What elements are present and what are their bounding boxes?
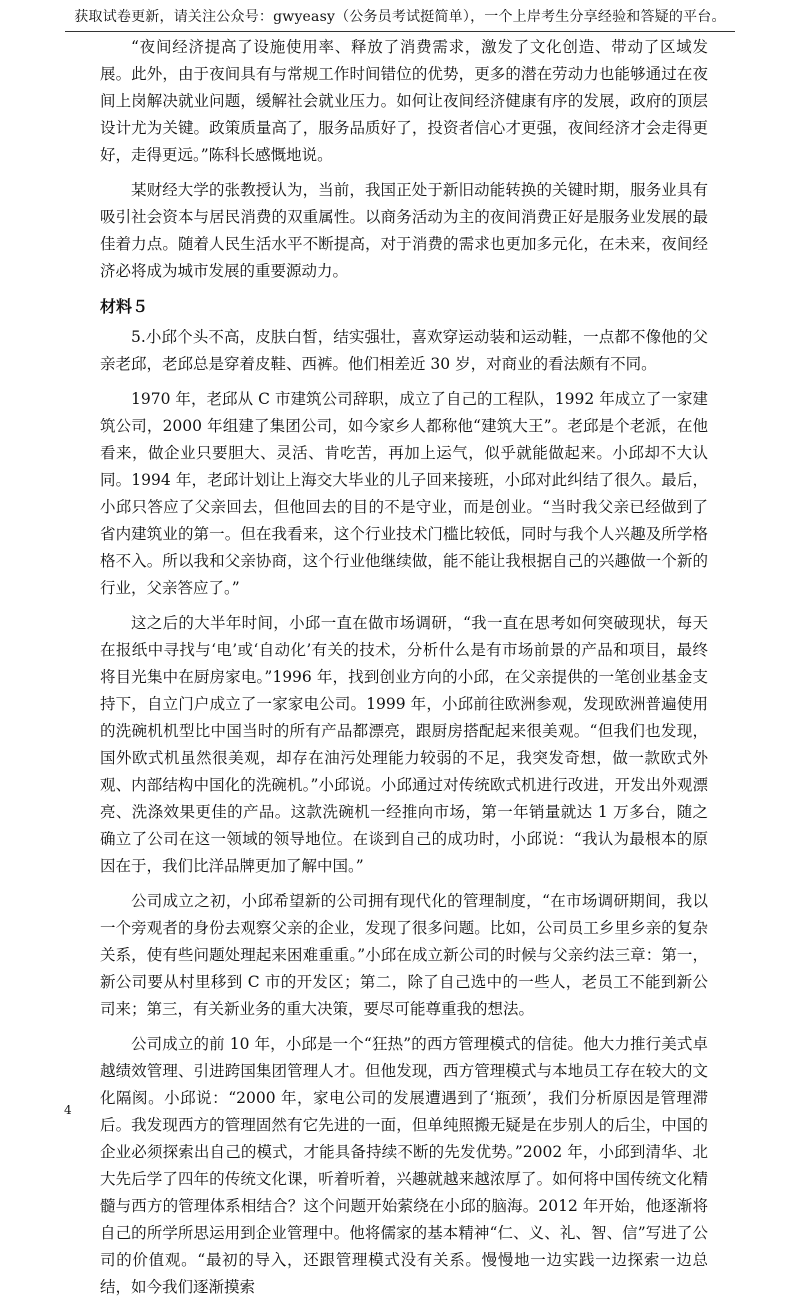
page-header: 获取试卷更新，请关注公众号：gwyeasy（公务员考试挺简单），一个上岸考生分享经验和答疑的平台。 — [74, 9, 726, 25]
page-body — [100, 34, 708, 1309]
section-title: 材料５ — [100, 297, 149, 316]
section-paragraph: 5.小邱个头不高，皮肤白皙，结实强壮，喜欢穿运动装和运动鞋，一点都不像他的父亲老邱，老邱总是穿着皮鞋、西裤。他们相差近 30 岁，对商业的看法颇有不同。 — [100, 328, 708, 373]
header-divider — [65, 31, 735, 32]
section-paragraph: 公司成立之初，小邱希望新的公司拥有现代化的管理制度，“在市场调研期间，我以一个旁观者的身份去观察父亲的企业，发现了很多问题。比如，公司员工乡里乡亲的复杂关系，使有些问题处理起来困难重重。”小邱在成立新公司的时候与父亲约法三章：第一，新公司要从村里移到 C 市的开发区；第二，除了自己选中的一些人，老员工不能到新公司来；第三，有关新业务的重大决策，要尽可能尊重我的想法。 — [100, 892, 708, 1018]
body-paragraph: 某财经大学的张教授认为，当前，我国正处于新旧动能转换的关键时期，服务业具有吸引社会资本与居民消费的双重属性。以商务活动为主的夜间消费正好是服务业发展的最佳着力点。随着人民生活水平不断提高，对于消费的需求也更加多元化，在未来，夜间经济必将成为城市发展的重要源动力。 — [100, 181, 708, 280]
page-number: 4 — [64, 1103, 72, 1117]
section-paragraph: 这之后的大半年时间，小邱一直在做市场调研，“我一直在思考如何突破现状，每天在报纸中寻找与‘电’或‘自动化’有关的技术，分析什么是有市场前景的产品和项目，最终将目光集中在厨房家电。”1996 年，找到创业方向的小邱，在父亲提供的一笔创业基金支持下，自立门户成立了一家家电公司。1999 年，小邱前往欧洲参观，发现欧洲普遍使用的洗碗机机型比中国当时的所有产品都漂亮，跟厨房搭配起来很美观。“但我们也发现，国外欧式机虽然很美观，却存在油污处理能力较弱的不足，我突发奇想，做一款欧式外观、内部结构中国化的洗碗机。”小邱说。小邱通过对传统欧式机进行改进，开发出外观漂亮、洗涤效果更佳的产品。这款洗碗机一经推向市场，第一年销量就达 1 万多台，随之确立了公司在这一领域的领导地位。在谈到自己的成功时，小邱说：“我认为最根本的原因在于，我们比洋品牌更加了解中国。” — [100, 614, 708, 875]
section-paragraph: 公司成立的前 10 年，小邱是一个“狂热”的西方管理模式的信徒。他大力推行美式卓越绩效管理、引进跨国集团管理人才。但他发现，西方管理模式与本地员工存在较大的文化隔阂。小邱说：“2000 年，家电公司的发展遭遇到了‘瓶颈’，我们分析原因是管理滞后。我发现西方的管理固然有它先进的一面，但单纯照搬无疑是在步别人的后尘，中国的企业必须探索出自己的模式，才能具备持续不断的先发优势。”2002 年，小邱到清华、北大先后学了四年的传统文化课，听着听着，兴趣就越来越浓厚了。如何将中国传统文化精髓与西方的管理体系相结合？这个问题开始萦绕在小邱的脑海。2012 年开始，他逐渐将自己的所学所思运用到企业管理中。他将儒家的基本精神“仁、义、礼、智、信”写进了公司的价值观。“最初的导入，还跟管理模式没有关系。慢慢地一边实践一边探索一边总结，如今我们逐渐摸索 — [100, 1035, 708, 1296]
body-paragraph: “夜间经济提高了设施使用率、释放了消费需求，激发了文化创造、带动了区域发展。此外，由于夜间具有与常规工作时间错位的优势，更多的潜在劳动力也能够通过在夜间上岗解决就业问题，缓解社会就业压力。如何让夜间经济健康有序的发展，政府的顶层设计尤为关键。政策质量高了，服务品质好了，投资者信心才更强，夜间经济才会走得更好，走得更远。”陈科长感慨地说。 — [100, 38, 708, 164]
section-paragraph: 1970 年，老邱从 C 市建筑公司辞职，成立了自己的工程队，1992 年成立了一家建筑公司，2000 年组建了集团公司，如今家乡人都称他“建筑大王”。老邱是个老派，在他看来，做企业只要胆大、灵活、肯吃苦，再加上运气，似乎就能做起来。小邱却不大认同。1994 年，老邱计划让上海交大毕业的儿子回来接班，小邱对此纠结了很久。最后，小邱只答应了父亲回去，但他回去的目的不是守业，而是创业。“当时我父亲已经做到了省内建筑业的第一。但在我看来，这个行业技术门槛比较低，同时与我个人兴趣及所学格格不入。所以我和父亲协商，这个行业他继续做，能不能让我根据自己的兴趣做一个新的行业，父亲答应了。” — [100, 390, 708, 597]
